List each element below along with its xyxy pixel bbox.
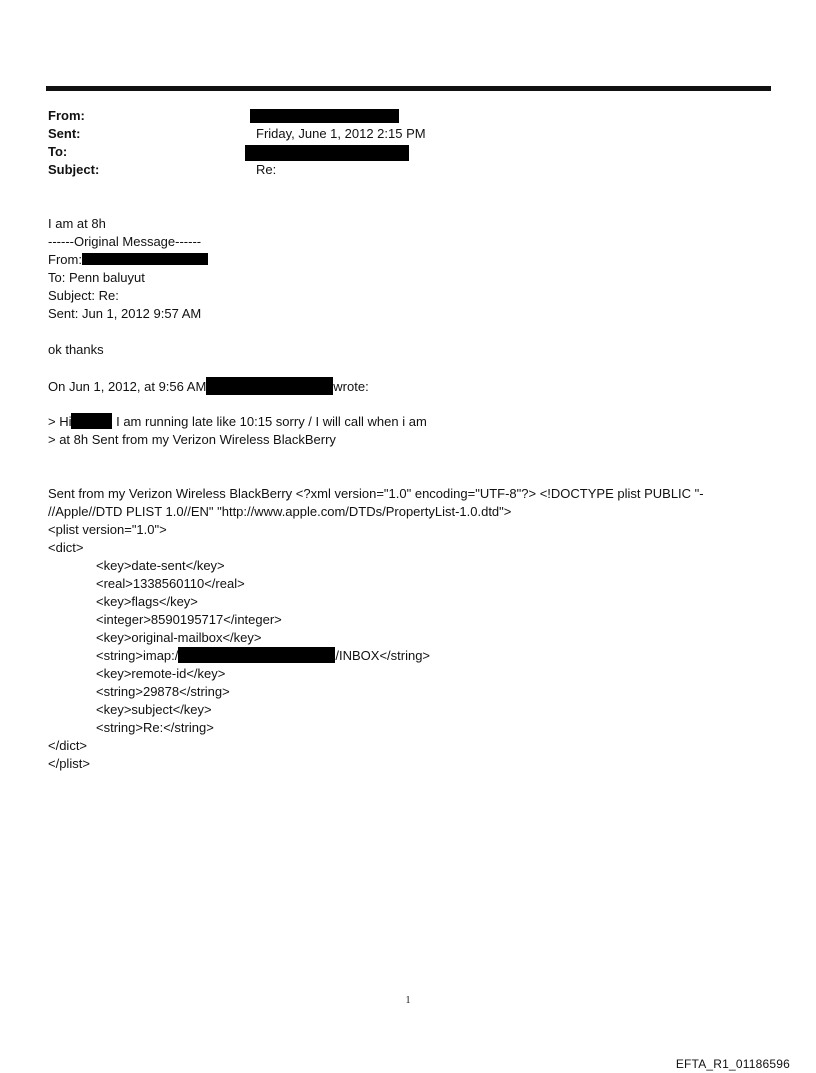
original-subject-line: Subject: Re: <box>48 288 119 303</box>
key-date-sent: <key>date-sent</key> <box>96 558 225 573</box>
dict-open: <dict> <box>48 540 84 555</box>
page-number: 1 <box>405 995 411 1006</box>
ok-thanks-text: ok thanks <box>48 342 104 357</box>
value-imap-line <box>48 647 430 665</box>
value-imap-suffix: /INBOX</string> <box>335 648 431 663</box>
value-imap-prefix: <string>imap:/ <box>96 648 179 663</box>
from-redaction <box>250 109 399 123</box>
sent-value: Friday, June 1, 2012 2:15 PM <box>256 126 426 141</box>
original-message-divider: ------Original Message------ <box>48 234 202 249</box>
name-redaction <box>71 413 112 429</box>
value-remote-id: <string>29878</string> <box>96 684 230 699</box>
key-remote-id: <key>remote-id</key> <box>96 666 226 681</box>
key-original-mailbox: <key>original-mailbox</key> <box>96 630 262 645</box>
quote-line-2: > at 8h Sent from my Verizon Wireless BlackBerry <box>48 432 336 447</box>
to-redaction <box>245 145 409 161</box>
on-date-prefix: On Jun 1, 2012, at 9:56 AM <box>48 379 207 394</box>
dict-close: </dict> <box>48 738 88 753</box>
value-integer: <integer>8590195717</integer> <box>96 612 282 627</box>
plist-close: </plist> <box>48 756 90 771</box>
subject-label: Subject: <box>48 162 100 177</box>
reply-text: I am at 8h <box>48 216 106 231</box>
key-subject: <key>subject</key> <box>96 702 212 717</box>
original-from-label: From: <box>48 252 82 267</box>
on-date-wrote-line <box>48 377 369 396</box>
sent-from-line-1: Sent from my Verizon Wireless BlackBerry <?xml version="1.0" encoding="UTF-8"?> <!DOCTYPE plist PUBLIC "- <box>48 486 704 501</box>
from-label: From: <box>48 108 85 123</box>
bates-number: EFTA_R1_01186596 <box>675 1057 790 1071</box>
header-rule <box>46 86 771 91</box>
on-date-suffix: wrote: <box>333 379 369 394</box>
original-sent-line: Sent: Jun 1, 2012 9:57 AM <box>48 306 202 321</box>
value-subject: <string>Re:</string> <box>96 720 214 735</box>
plist-open: <plist version="1.0"> <box>48 522 167 537</box>
mailbox-redaction <box>178 647 335 663</box>
original-to-line: To: Penn baluyut <box>48 270 145 285</box>
quote-line-1 <box>48 413 427 431</box>
subject-value: Re: <box>256 162 277 177</box>
original-from-redaction <box>82 253 208 265</box>
to-label: To: <box>48 144 68 159</box>
quote-line-1-text: I am running late like 10:15 sorry / I will call when i am <box>112 414 427 429</box>
key-flags: <key>flags</key> <box>96 594 198 609</box>
sent-label: Sent: <box>48 126 81 141</box>
sent-from-line-2: //Apple//DTD PLIST 1.0//EN" "http://www.apple.com/DTDs/PropertyList-1.0.dtd"> <box>48 504 512 519</box>
value-real: <real>1338560110</real> <box>96 576 245 591</box>
quote-hi: > Hi <box>48 414 72 429</box>
sender-redaction <box>206 377 333 395</box>
original-from-line <box>48 251 208 269</box>
